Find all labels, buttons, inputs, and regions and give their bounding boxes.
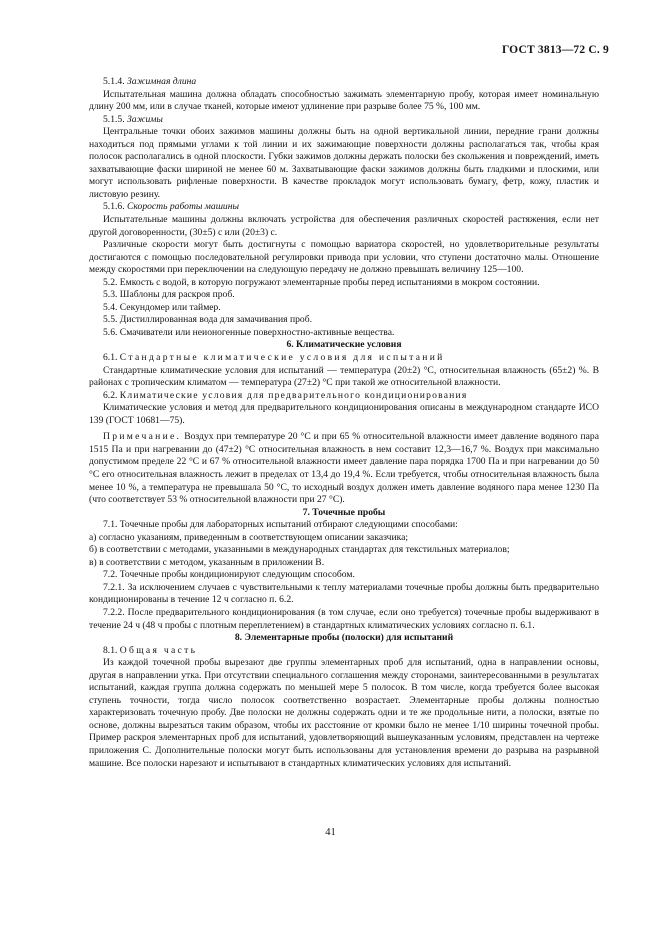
section-7-heading: 7. Точечные пробы	[302, 506, 386, 518]
clause-5-3: 5.3. Шаблоны для раскроя проб.	[103, 289, 235, 301]
clause-7-2: 7.2. Точечные пробы кондиционируют следующим способом.	[103, 569, 355, 581]
clause-5-5: 5.5. Дистиллированная вода для замачивания проб.	[103, 314, 312, 326]
page-header: ГОСТ 3813—72 С. 9	[501, 44, 609, 56]
clause-6-2-text: Климатические условия и метод для предварительного кондиционирования описаны в международном стандарте ИСО 139 (ГОСТ 10681—75).	[89, 402, 599, 426]
list-item-b: б) в соответствии с методами, указанными в международных стандартах для текстильных материалов;	[89, 544, 510, 556]
clause-5-1-5-text: Центральные точки обоих зажимов машины должны быть на одной вертикальной линии, передние грани должны находиться под прямыми углами к той линии и их зажимающие поверхности должны располагаться так, чтобы края полосок располагались в одной плоскости. Губки зажимов должны держать полоски без скольжения и повреждений, иметь захватывающие фаски шириной не менее 60 м. Захватывающие фаски зажимов должны быть гладкими и плоскими, или могут использовать рифленые поверхности. В качестве прокладок могут использовать бумагу, фетр, кожу, пластик и листовую резину.	[89, 126, 599, 200]
page-number: 41	[325, 827, 336, 838]
note-label: Примечание.	[103, 431, 182, 443]
clause-5-1-6-text-2: Различные скорости могут быть достигнуты с помощью вариатора скоростей, но удовлетворительные результаты достигаются с помощью последовательной регулировки привода при условии, что ступени достаточно малы. Отношение между скоростями при переключении на следующую передачу не должно превышать величину 125—100.	[89, 239, 599, 276]
clause-8-1-heading: 8.1. Общая часть	[103, 644, 198, 656]
clause-5-4: 5.4. Секундомер или таймер.	[103, 301, 221, 313]
clause-5-2: 5.2. Емкость с водой, в которую погружают элементарные пробы перед испытаниями в мокром состоянии.	[103, 276, 540, 288]
clause-6-1-heading: 6.1. Стандартные климатические условия для испытаний	[103, 352, 445, 364]
clause-5-1-6-text-1: Испытательные машины должны включать устройства для обеспечения различных скоростей растяжения, если нет другой договоренности, (30±5) с или (20±3) с.	[89, 214, 599, 238]
note-text: Воздух при температуре 20 °С и при 65 % относительной влажности имеет давление водяного пара 1515 Па и при нагревании до (47±2) °С относительная влажность в нем составит 12,3—16,7 %. Воздух при максимально допустимом пределе 22 °С и 67 % относительной влажности имеет давление пара порядка 1700 Па и при нагревании до 50 °С его относительная влажность лежит в пределах от 13,4 до 19,4 %. Если требуется, чтобы относительная влажность была менее 10 %, а температура не превышала 50 °С, то исходный воздух должен иметь давление водяного пара менее 1230 Па (что соответствует 53 % относительной влажности при 27 °С).	[89, 431, 599, 506]
list-item-a: а) согласно указаниям, приведенным в соответствующем описании заказчика;	[89, 531, 409, 543]
clause-6-2-heading: 6.2. Климатические условия для предварительного кондиционирования	[103, 389, 468, 401]
clause-5-1-6-heading: 5.1.6. Скорость работы машины	[103, 201, 239, 213]
clause-7-1: 7.1. Точечные пробы для лабораторных испытаний отбирают следующими способами:	[103, 519, 458, 531]
section-8-heading: 8. Элементарные пробы (полоски) для испытаний	[234, 632, 454, 644]
clause-7-2-2: 7.2.2. После предварительного кондиционирования (в том случае, если оно требуется) точечные пробы выдерживают в течение 24 ч (48 ч пробы с плотным переплетением) в стандартных климатических условиях согласно п. 6.1.	[89, 606, 599, 631]
clause-5-6: 5.6. Смачиватели или неионогенные поверхностно-активные вещества.	[103, 326, 395, 338]
clause-6-1-text: Стандартные климатические условия для испытаний — температура (20±2) °С, относительная влажность (65±2) %. В районах с тропическим климатом — температура (27±2) °С при такой же относительной влажности.	[89, 364, 599, 389]
note	[89, 431, 599, 506]
list-item-c: в) в соответствии с методом, указанным в приложении В.	[89, 556, 325, 568]
clause-5-1-4-heading: 5.1.4. Зажимная длина	[103, 76, 197, 87]
clause-5-1-5-heading: 5.1.5. Зажимы	[103, 113, 163, 125]
clause-8-1-text: Из каждой точечной пробы вырезают две группы элементарных проб для испытаний, одна в направлении основы, другая в направлении утка. При отсутствии специального соглашения между сторонами, заинтересованными в результатах испытаний, каждая группа должна содержать по меньшей мере 5 полосок. В том числе, когда требуется более высокая ступень точности, тогда число полосок соответственно возрастает. Элементарные пробы должны полностью характеризовать точечную пробу. Две полоски не должны содержать одни и те же продольные нити, а полоски, взятые по основе, должны вырезаться таким образом, чтобы их расстояние от кромки было не менее 1/10 ширины точечной пробы. Пример раскроя элементарных проб для испытаний, удовлетворяющий вышеуказанным условиям, представлен на чертеже приложения С. Дополнительные полоски могут быть использованы для установления времени до разрыва на разрывной машине. Все полоски нарезают и испытывают в стандартных климатических условиях для испытаний.	[89, 657, 599, 769]
clause-7-2-1: 7.2.1. За исключением случаев с чувствительными к теплу материалами точечные пробы должны быть предварительно кондиционированы в течение 12 ч согласно п. 6.2.	[89, 581, 599, 606]
clause-5-1-4-text: Испытательная машина должна обладать способностью зажимать элементарную пробу, которая имеет номинальную длину 200 мм, или в случае тканей, которые имеют удлинение при разрыве более 75 %, 100 мм.	[89, 88, 599, 113]
body-text	[89, 76, 599, 770]
section-6-heading: 6. Климатические условия	[286, 339, 402, 351]
